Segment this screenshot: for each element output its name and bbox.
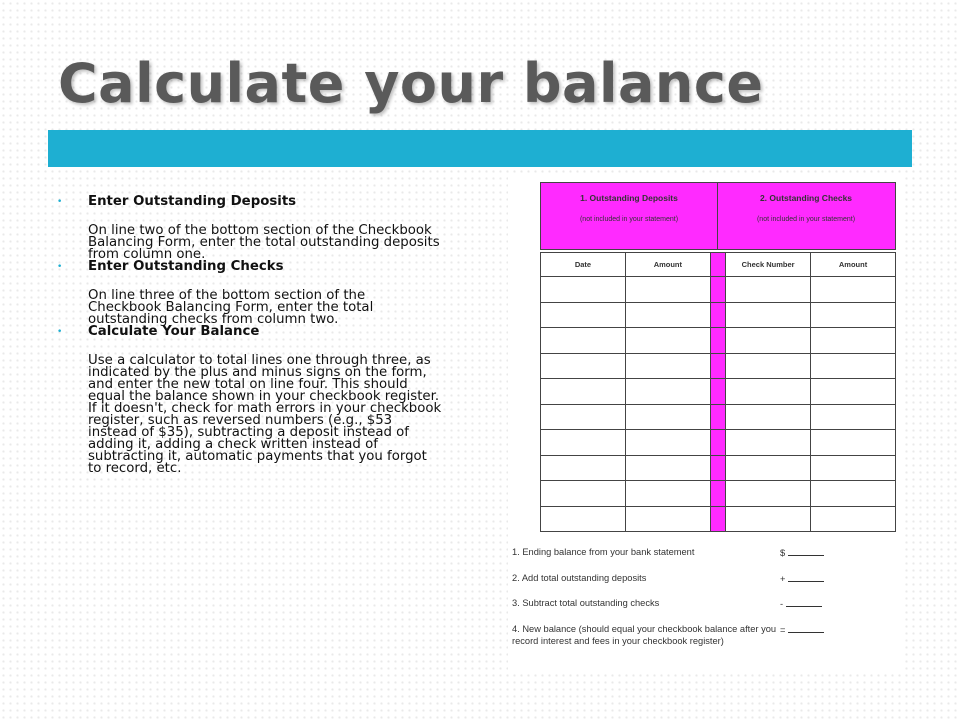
check-number-cell[interactable] [726,404,811,430]
col-check-number: Check Number [726,253,811,277]
deposits-header [541,183,718,249]
check-amount-cell[interactable] [811,506,896,532]
divider-cell [710,302,725,328]
blank-field[interactable] [786,597,822,607]
accent-bar [48,130,912,167]
balance-lines [512,546,892,663]
line-label: 3. Subtract total outstanding checks [512,598,660,608]
checkbook-balancing-form [508,174,902,670]
date-cell[interactable] [541,302,626,328]
check-amount-cell[interactable] [811,277,896,303]
check-number-cell[interactable] [726,506,811,532]
line-entry [780,623,824,635]
bullet-item [57,194,442,262]
date-cell[interactable] [541,328,626,354]
date-cell[interactable] [541,455,626,481]
blank-field[interactable] [788,546,824,556]
divider-cell [710,430,725,456]
bullet-dot-icon: • [57,327,63,337]
balance-line [512,546,892,572]
col-date: Date [541,253,626,277]
checks-header [718,183,894,249]
table-row [541,506,896,532]
table-body [541,277,896,532]
divider-cell [710,404,725,430]
line-sign: - [780,599,784,609]
table-row [541,277,896,303]
balance-line [512,597,892,623]
line-sign: $ [780,548,786,558]
deposit-amount-cell[interactable] [625,481,710,507]
deposit-amount-cell[interactable] [625,328,710,354]
deposits-subtitle: (not included in your statement) [579,216,679,223]
divider-cell [710,328,725,354]
line-label: 4. New balance (should equal your checkbook balance after you record interest and fees in your checkbook register) [512,623,777,646]
check-number-cell[interactable] [726,302,811,328]
bullet-heading: Enter Outstanding Checks [88,259,284,274]
check-amount-cell[interactable] [811,455,896,481]
bullet-dot-icon: • [57,262,63,272]
date-cell[interactable] [541,430,626,456]
outstanding-table [540,252,896,532]
checks-title: 2. Outstanding Checks [759,193,853,203]
table-row [541,455,896,481]
form-header [540,182,896,250]
checks-subtitle: (not included in your statement) [756,216,856,223]
table-row [541,328,896,354]
date-cell[interactable] [541,379,626,405]
deposit-amount-cell[interactable] [625,277,710,303]
line-sign: = [780,624,786,635]
deposit-amount-cell[interactable] [625,404,710,430]
check-number-cell[interactable] [726,481,811,507]
check-number-cell[interactable] [726,430,811,456]
table-row [541,379,896,405]
balance-line [512,623,892,663]
line-entry [780,597,822,609]
bullet-heading: Calculate Your Balance [88,324,260,339]
bullet-text: On line two of the bottom section of the Checkbook Balancing Form, enter the total outstanding deposits from column one. [88,223,440,262]
deposit-amount-cell[interactable] [625,302,710,328]
divider-cell [710,277,725,303]
check-amount-cell[interactable] [811,481,896,507]
divider-cell [710,506,725,532]
deposits-title: 1. Outstanding Deposits [580,193,678,203]
deposit-amount-cell[interactable] [625,379,710,405]
balance-line [512,572,892,598]
check-amount-cell[interactable] [811,379,896,405]
bullet-text: Use a calculator to total lines one through three, as indicated by the plus and minus signs on the form, and enter the new total on line four. This should equal the balance shown in your checkbook register. If it doesn't, check for math errors in your checkbook register, such as reversed numbers (e.g., $53 instead of $35), subtracting a deposit instead of adding it, adding a check written instead of subtracting it, automatic payments that you forgot to record, etc. [88,353,442,476]
bullet-text: On line three of the bottom section of the Checkbook Balancing Form, enter the total outstanding checks from column two. [88,288,374,327]
date-cell[interactable] [541,277,626,303]
check-number-cell[interactable] [726,328,811,354]
check-amount-cell[interactable] [811,302,896,328]
line-entry [780,546,824,558]
table-row [541,404,896,430]
check-number-cell[interactable] [726,353,811,379]
line-label: 1. Ending balance from your bank statement [512,547,695,557]
divider-cell [710,353,725,379]
check-amount-cell[interactable] [811,353,896,379]
table-row [541,353,896,379]
date-cell[interactable] [541,481,626,507]
deposit-amount-cell[interactable] [625,455,710,481]
divider-cell [710,481,725,507]
table-row [541,430,896,456]
date-cell[interactable] [541,506,626,532]
check-number-cell[interactable] [726,379,811,405]
check-amount-cell[interactable] [811,328,896,354]
check-number-cell[interactable] [726,455,811,481]
blank-field[interactable] [788,623,824,633]
date-cell[interactable] [541,404,626,430]
divider-cell [710,253,725,277]
table-row [541,302,896,328]
check-amount-cell[interactable] [811,404,896,430]
col-check-amount: Amount [811,253,896,277]
check-amount-cell[interactable] [811,430,896,456]
divider-cell [710,379,725,405]
deposit-amount-cell[interactable] [625,353,710,379]
blank-field[interactable] [788,572,824,582]
col-deposit-amount: Amount [625,253,710,277]
bullet-dot-icon: • [57,197,63,207]
line-entry [780,572,824,584]
bullet-list [57,194,442,476]
slide-title: Calculate your balance [58,52,764,115]
bullet-item [57,259,442,327]
table-row [541,481,896,507]
bullet-heading: Enter Outstanding Deposits [88,194,297,209]
line-sign: + [780,573,786,584]
deposit-amount-cell[interactable] [625,506,710,532]
divider-cell [710,455,725,481]
check-number-cell[interactable] [726,277,811,303]
table-header-row [541,253,896,277]
line-label: 2. Add total outstanding deposits [512,572,647,583]
bullet-item [57,324,442,476]
date-cell[interactable] [541,353,626,379]
deposit-amount-cell[interactable] [625,430,710,456]
